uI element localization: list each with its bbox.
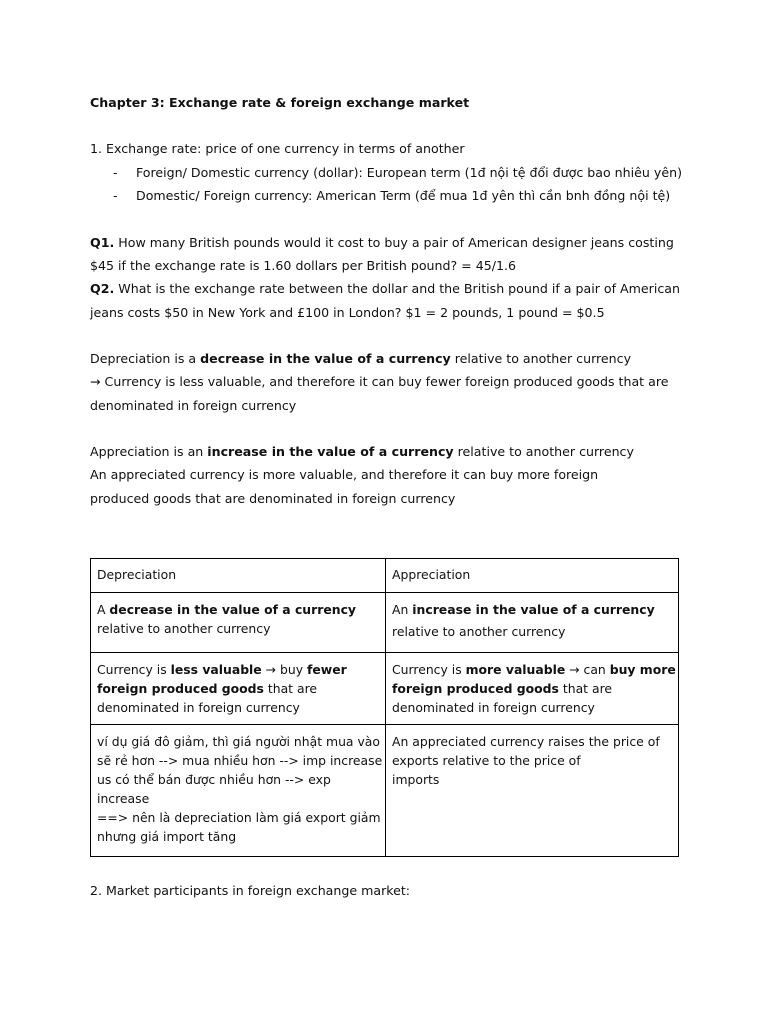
table-row: [91, 593, 679, 653]
bullet-american-term: Domestic/ Foreign currency: American Term (để mua 1đ yên thì cần bnh đồng nội tệ): [136, 188, 671, 203]
question-2-line-2: jeans costs $50 in New York and £100 in London? $1 = 2 pounds, 1 pound = $0.5: [90, 305, 605, 320]
table-row: [91, 725, 679, 857]
table-cell: ví dụ giá đô giảm, thì giá người nhật mua vào sẽ rẻ hơn --> mua nhiều hơn --> imp increase us có thể bán được nhiều hơn --> exp increase ==> nên là depreciation làm giá export giảm nhưng giá import tăng: [91, 725, 386, 857]
comparison-table: [90, 558, 679, 857]
section-2-heading: 2. Market participants in foreign exchange market:: [90, 883, 411, 898]
table-header-depreciation: Depreciation: [91, 559, 386, 593]
bullet-dash: -: [113, 188, 118, 203]
appreciation-definition: Appreciation is an increase in the value of a currency relative to another currency: [90, 444, 634, 459]
bullet-european-term: Foreign/ Domestic currency (dollar): European term (1đ nội tệ đổi được bao nhiêu yên): [136, 165, 682, 180]
table-cell: An increase in the value of a currency relative to another currency: [386, 593, 679, 653]
depreciation-explanation-line-2: denominated in foreign currency: [90, 398, 297, 413]
chapter-title: Chapter 3: Exchange rate & foreign exchange market: [90, 95, 470, 110]
bullet-dash: -: [113, 165, 118, 180]
question-2-line-1: Q2. What is the exchange rate between the dollar and the British pound if a pair of American: [90, 281, 680, 296]
table-cell: Currency is less valuable → buy fewer foreign produced goods that are denominated in foreign currency: [91, 653, 386, 725]
appreciation-explanation-line-2: produced goods that are denominated in foreign currency: [90, 491, 456, 506]
table-cell: A decrease in the value of a currency relative to another currency: [91, 593, 386, 653]
table-header-row: [91, 559, 679, 593]
section-1-heading: 1. Exchange rate: price of one currency in terms of another: [90, 141, 465, 156]
question-2-label: Q2.: [90, 281, 115, 296]
appreciation-explanation-line-1: An appreciated currency is more valuable, and therefore it can buy more foreign: [90, 467, 599, 482]
table-cell: An appreciated currency raises the price of exports relative to the price of imports: [386, 725, 679, 857]
depreciation-explanation-line-1: → Currency is less valuable, and therefore it can buy fewer foreign produced goods that are: [90, 374, 669, 389]
table-cell: Currency is more valuable → can buy more foreign produced goods that are denominated in foreign currency: [386, 653, 679, 725]
question-1-label: Q1.: [90, 235, 115, 250]
table-header-appreciation: Appreciation: [386, 559, 679, 593]
depreciation-definition: Depreciation is a decrease in the value of a currency relative to another currency: [90, 351, 632, 366]
question-1-line-2: $45 if the exchange rate is 1.60 dollars per British pound? = 45/1.6: [90, 258, 517, 273]
question-1-line-1: Q1. How many British pounds would it cost to buy a pair of American designer jeans costing: [90, 235, 674, 250]
table-row: [91, 653, 679, 725]
